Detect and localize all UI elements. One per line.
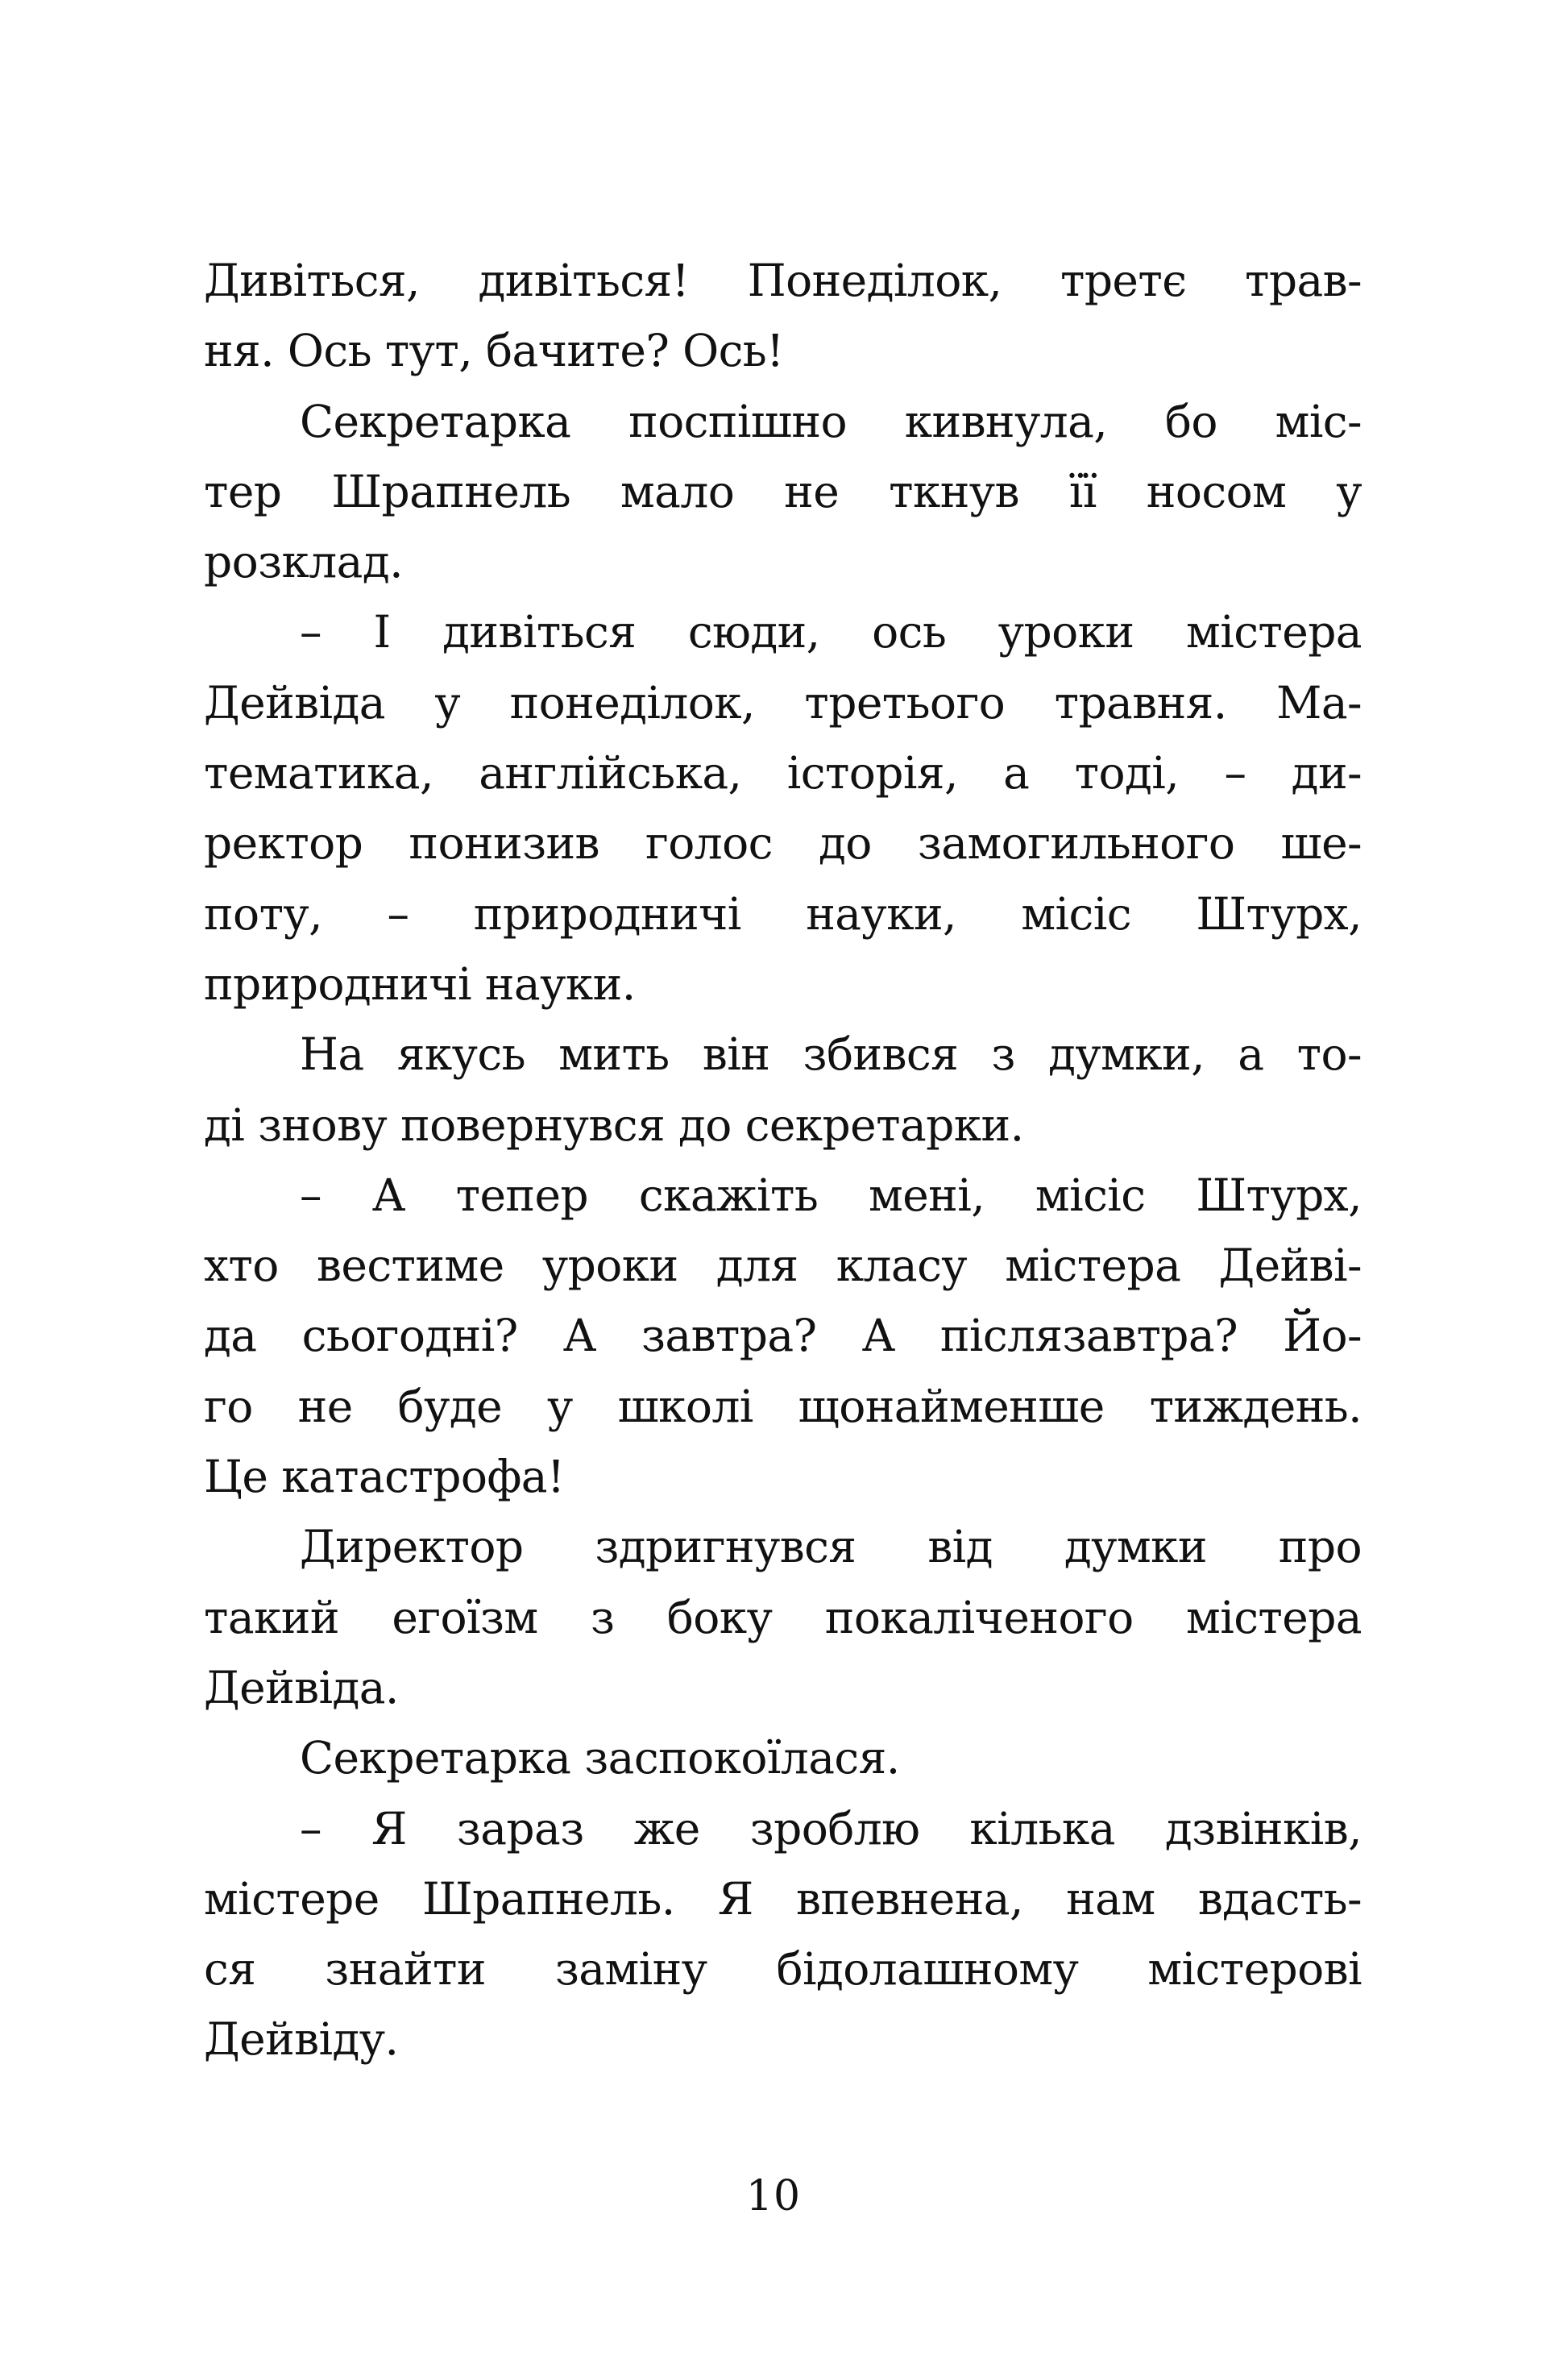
text-line: ді знову повернувся до секретарки. xyxy=(204,1099,1024,1151)
text-line: природничі науки. xyxy=(204,957,636,1010)
text-line: Це катастрофа! xyxy=(204,1451,565,1503)
body-text xyxy=(204,246,1362,2075)
paragraph xyxy=(204,1794,1362,2075)
text-line: го не буде у школі щонайменше тиждень. xyxy=(204,1380,1362,1432)
paragraph xyxy=(204,1723,1362,1793)
text-line: ня. Ось тут, бачите? Ось! xyxy=(204,325,784,377)
text-line: ся знайти заміну бідолашному містерові xyxy=(204,1943,1362,1996)
text-line: – І дивіться сюди, ось уроки містера xyxy=(300,606,1362,658)
text-line: Директор здригнувся від думки про xyxy=(300,1521,1362,1573)
paragraph xyxy=(204,1161,1362,1512)
page-number: 10 xyxy=(745,2172,802,2220)
text-line: містере Шрапнель. Я впевнена, нам вдасть- xyxy=(204,1872,1362,1925)
text-line: – Я зараз же зроблю кілька дзвінків, xyxy=(300,1802,1362,1855)
text-line: – А тепер скажіть мені, місіс Штурх, xyxy=(300,1169,1362,1221)
paragraph xyxy=(204,246,1362,387)
text-line: такий егоїзм з боку покаліченого містера xyxy=(204,1591,1362,1643)
text-line: Секретарка заспокоїлася. xyxy=(300,1732,900,1784)
text-line: На якусь мить він збився з думки, а то- xyxy=(300,1028,1362,1081)
text-line: Дивіться, дивіться! Понеділок, третє трав- xyxy=(204,255,1362,306)
paragraph xyxy=(204,387,1362,598)
paragraph xyxy=(204,1512,1362,1723)
text-line: Дейвіду. xyxy=(204,2013,399,2066)
text-line: Дейвіда. xyxy=(204,1661,399,1713)
text-line: тер Шрапнель мало не ткнув її носом у xyxy=(204,465,1362,517)
text-line: поту, – природничі науки, місіс Штурх, xyxy=(204,887,1362,940)
text-line: розклад. xyxy=(204,536,403,588)
text-line: Дейвіда у понеділок, третього травня. Ма- xyxy=(204,676,1362,729)
paragraph xyxy=(204,597,1362,1020)
paragraph xyxy=(204,1020,1362,1161)
text-line: хто вестиме уроки для класу містера Дейві- xyxy=(204,1240,1362,1292)
text-line: Секретарка поспішно кивнула, бо міс- xyxy=(300,395,1362,447)
text-line: да сьогодні? А завтра? А післязавтра? Йо- xyxy=(204,1310,1362,1362)
text-line: ректор понизив голос до замогильного ше- xyxy=(204,817,1362,870)
text-line: тематика, англійська, історія, а тоді, – ди- xyxy=(204,747,1362,800)
